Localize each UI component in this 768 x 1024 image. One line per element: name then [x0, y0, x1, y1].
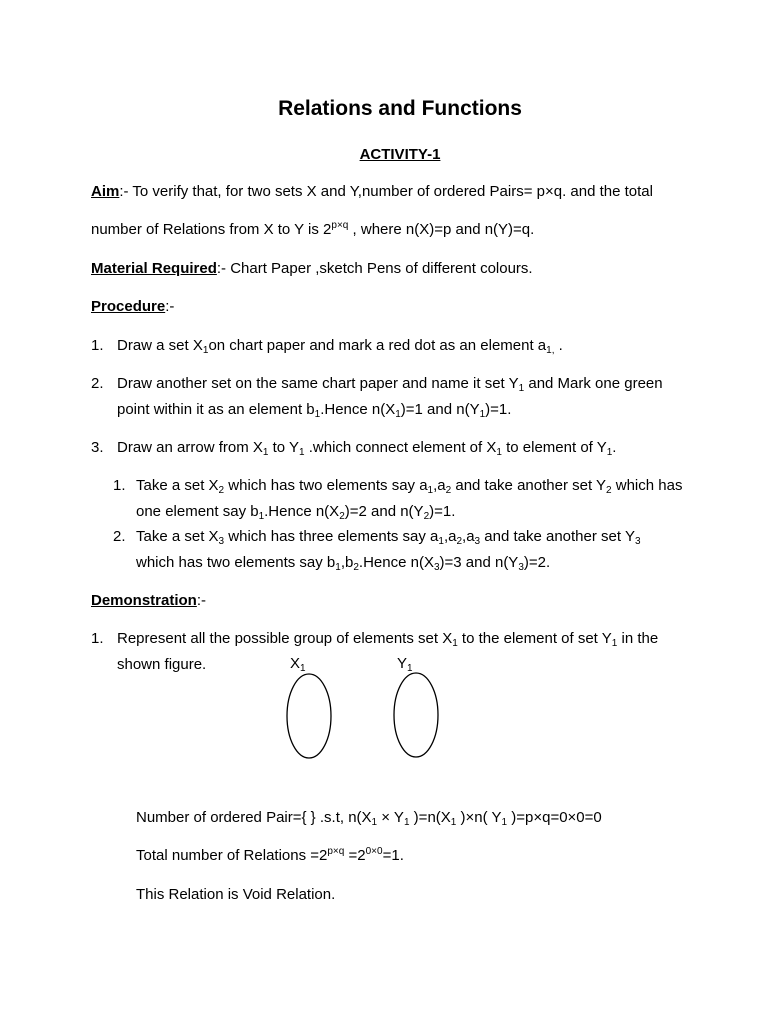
- subscript: 1: [427, 485, 434, 496]
- item-text: Draw an arrow from X: [117, 439, 263, 456]
- subscript: 1: [611, 638, 618, 649]
- item-number: 2.: [91, 375, 104, 392]
- material-label: Material Required: [91, 260, 217, 277]
- procedure-item-3: [91, 439, 616, 458]
- item-text: and take another set Y: [451, 477, 607, 494]
- item-text: ,a: [443, 528, 457, 545]
- item-text: which has two elements say a: [224, 477, 428, 494]
- procedure-subitem-1: [113, 477, 682, 496]
- subscript: 1: [452, 638, 458, 649]
- procedure-suffix: :-: [165, 298, 175, 315]
- item-text: )=3 and n(Y: [439, 554, 519, 571]
- result-text: =1.: [382, 847, 404, 864]
- subscript: 1: [407, 663, 413, 674]
- aim-line-2: [91, 221, 534, 240]
- page-title: Relations and Functions: [278, 97, 522, 120]
- set-x1-oval: [287, 674, 331, 758]
- procedure-item-2-continued: [117, 401, 511, 420]
- subscript: 2: [456, 536, 463, 547]
- aim-text-2: number of Relations from X to Y is 2: [91, 221, 332, 238]
- procedure-subitem-2: [113, 528, 641, 547]
- procedure-item-2: [91, 375, 663, 394]
- subscript: 3: [474, 536, 481, 547]
- item-text: .: [612, 439, 617, 456]
- subscript: 1: [501, 817, 508, 828]
- demonstration-item-1: [91, 630, 658, 649]
- subscript: 1: [395, 409, 401, 420]
- item-text: .Hence n(X: [320, 401, 396, 418]
- procedure-label: Procedure: [91, 298, 166, 315]
- item-text: )=2.: [523, 554, 551, 571]
- item-number: 1.: [91, 630, 104, 647]
- item-text: .which connect element of X: [304, 439, 497, 456]
- item-text: Take a set X: [136, 477, 219, 494]
- result-text: × Y: [377, 809, 404, 826]
- subscript: 1: [314, 409, 321, 420]
- result-text: )=p×q=0×0=0: [507, 809, 602, 826]
- aim-line-1: [91, 183, 653, 202]
- demonstration-label: Demonstration: [91, 592, 197, 609]
- item-text: to the element of set Y: [457, 630, 612, 647]
- item-text: in the: [617, 630, 659, 647]
- item-number: 3.: [91, 439, 104, 456]
- procedure-subitem-1-continued: [136, 503, 455, 522]
- item-text: )=1.: [485, 401, 512, 418]
- item-text: ,b: [340, 554, 354, 571]
- activity-heading: ACTIVITY-1: [359, 146, 441, 163]
- result-text: Total number of Relations =2: [136, 847, 328, 864]
- result-text: )×n( Y: [456, 809, 502, 826]
- exponent: p×q: [327, 846, 345, 857]
- item-number: 1.: [91, 337, 104, 354]
- item-text: to element of Y: [501, 439, 607, 456]
- item-text: Take a set X: [136, 528, 219, 545]
- subscript: 2: [353, 562, 359, 573]
- subscript: 1: [606, 447, 613, 458]
- item-text: one element say b: [136, 503, 259, 520]
- subscript: 2: [339, 511, 345, 522]
- set-y1-letter: Y: [397, 655, 408, 672]
- item-number: 2.: [113, 528, 126, 545]
- subscript: 1: [202, 345, 209, 356]
- item-text: to Y: [268, 439, 300, 456]
- item-text: .Hence n(X: [358, 554, 434, 571]
- item-text: Draw a set X: [117, 337, 203, 354]
- result-text: )=n(X: [409, 809, 451, 826]
- subscript: 1: [262, 447, 269, 458]
- subscript: 1: [450, 817, 457, 828]
- item-text: ,a: [462, 528, 475, 545]
- demonstration-item-1-continued: shown figure.: [117, 656, 207, 673]
- aim-label: Aim: [91, 183, 120, 200]
- item-text: Represent all the possible group of elements set X: [117, 630, 453, 647]
- subscript: 1: [258, 511, 265, 522]
- item-text: )=1.: [429, 503, 456, 520]
- set-x1-letter: X: [290, 655, 301, 672]
- item-text: and Mark one green: [524, 375, 663, 392]
- procedure-item-1: [91, 337, 563, 356]
- subscript: 1: [496, 447, 502, 458]
- subscript: 1: [335, 562, 341, 573]
- subscript: 1: [403, 817, 410, 828]
- item-text: )=2 and n(Y: [344, 503, 424, 520]
- item-number: 1.: [113, 477, 126, 494]
- aim-text: :- To verify that, for two sets X and Y,number of ordered Pairs= p×q. and the total: [119, 183, 653, 200]
- item-text: ,a: [433, 477, 446, 494]
- ordered-pairs-result: [136, 809, 602, 828]
- item-text: .: [554, 337, 563, 354]
- subscript: 1: [299, 447, 305, 458]
- item-text: which has three elements say a: [224, 528, 439, 545]
- subscript: 1: [438, 536, 444, 547]
- result-text: Number of ordered Pair={ } .s.t, n(X: [136, 809, 372, 826]
- subscript: 3: [518, 562, 524, 573]
- item-text: .Hence n(X: [264, 503, 340, 520]
- subscript: 2: [606, 485, 612, 496]
- subscript: 3: [218, 536, 225, 547]
- subscript: 3: [634, 536, 641, 547]
- item-text: which has two elements say b: [136, 554, 336, 571]
- subscript: 1,: [546, 345, 555, 356]
- aim-text-3: , where n(X)=p and n(Y)=q.: [348, 221, 535, 238]
- item-text: )=1 and n(Y: [400, 401, 480, 418]
- procedure-subitem-2-continued: [136, 554, 550, 573]
- exponent: 0×0: [365, 846, 383, 857]
- procedure-heading: [91, 298, 174, 317]
- item-text: Draw another set on the same chart paper and name it set Y: [117, 375, 519, 392]
- subscript: 2: [423, 511, 430, 522]
- set-y1-oval: [394, 673, 438, 757]
- void-relation-statement: This Relation is Void Relation.: [136, 886, 336, 903]
- item-text: on chart paper and mark a red dot as an element a: [208, 337, 547, 354]
- sets-diagram: [280, 670, 450, 762]
- demonstration-suffix: :-: [196, 592, 207, 609]
- item-text: and take another set Y: [480, 528, 635, 545]
- aim-exponent: p×q: [331, 220, 349, 231]
- subscript: 3: [433, 562, 440, 573]
- subscript: 1: [300, 663, 306, 674]
- subscript: 1: [371, 817, 378, 828]
- material-line: [91, 260, 533, 279]
- item-text: point within it as an element b: [117, 401, 315, 418]
- item-text: which has: [611, 477, 683, 494]
- relations-count-result: [136, 847, 404, 866]
- subscript: 1: [518, 383, 525, 394]
- material-text: :- Chart Paper ,sketch Pens of different colours.: [216, 260, 533, 277]
- subscript: 2: [445, 485, 452, 496]
- subscript: 2: [218, 485, 225, 496]
- subscript: 1: [479, 409, 486, 420]
- demonstration-heading: [91, 592, 206, 611]
- result-text: =2: [344, 847, 366, 864]
